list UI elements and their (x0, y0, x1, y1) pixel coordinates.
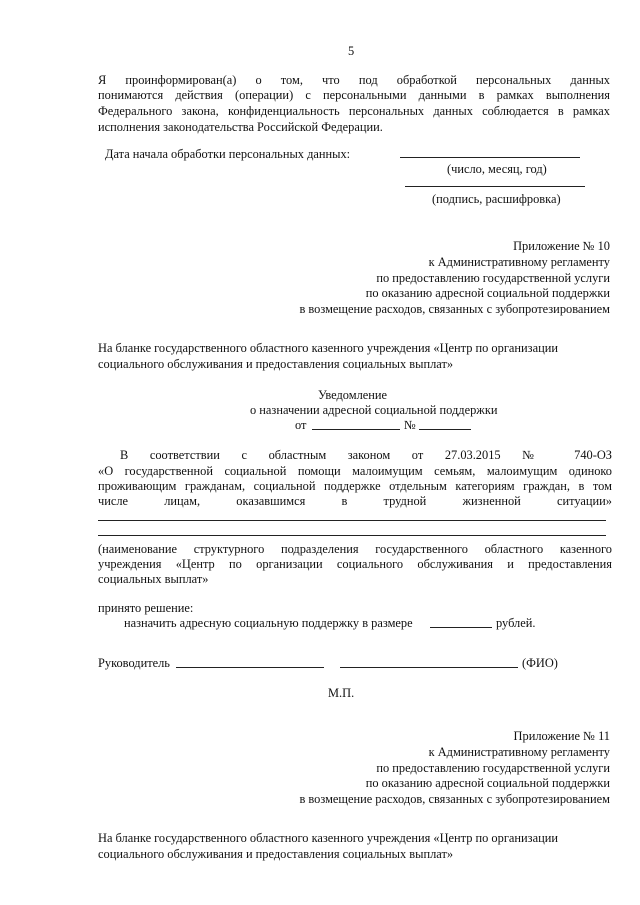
notice-number-label: № (404, 418, 416, 432)
letterhead2-line2: социального обслуживания и предоставления социальных выплат» (98, 847, 454, 861)
letterhead1-line2: социального обслуживания и предоставления социальных выплат» (98, 357, 454, 371)
notice-body-line-3: проживающим гражданам, социальной поддержке отдельным категориям граждан, в том (98, 479, 612, 493)
decision-label: принято решение: (98, 601, 194, 615)
appendix11-line2: к Административному регламенту (428, 745, 610, 759)
appendix10-line5: в возмещение расходов, связанных с зубопротезированием (299, 302, 610, 316)
signature-hint: (подпись, расшифровка) (432, 192, 561, 206)
assign-unit: рублей. (496, 616, 536, 630)
appendix11-line3: по предоставлению государственной услуги (376, 761, 610, 775)
appendix11-line5: в возмещение расходов, связанных с зубопротезированием (299, 792, 610, 806)
consent-line-4: исполнения законодательства Российской Федерации. (98, 120, 383, 134)
appendix10-line4: по оказанию адресной социальной поддержки (365, 286, 610, 300)
consent-line-1: Я проинформирован(а) о том, что под обработкой персональных данных (98, 73, 610, 87)
subdivision-hint-line-1: (наименование структурного подразделения государственного областного казенного (98, 542, 612, 556)
date-line (400, 157, 580, 158)
letterhead1-line1: На бланке государственного областного казенного учреждения «Центр по организации (98, 341, 558, 355)
blank-line-2 (98, 535, 606, 536)
date-label: Дата начала обработки персональных данных: (105, 147, 351, 161)
blank-line-1 (98, 520, 606, 521)
head-signature-line (176, 667, 324, 668)
amount-line (430, 627, 492, 628)
notice-from-label: от (295, 418, 307, 432)
notice-number-line (419, 429, 471, 430)
notice-body-line-4: числе лицам, оказавшимся в трудной жизненной ситуации» (98, 494, 612, 508)
head-label: Руководитель (98, 656, 170, 670)
assign-text: назначить адресную социальную поддержку в размере (124, 616, 413, 630)
fio-label: (ФИО) (522, 656, 558, 670)
notice-date-line (312, 429, 400, 430)
appendix10-line2: к Административному регламенту (428, 255, 610, 269)
letterhead2-line1: На бланке государственного областного казенного учреждения «Центр по организации (98, 831, 558, 845)
notice-title: Уведомление (318, 388, 388, 402)
stamp-label: М.П. (328, 686, 355, 700)
consent-line-3: Федерального закона, конфиденциальность персональных данных соблюдается в рамках (98, 104, 610, 118)
notice-body-line-1: В соответствии с областным законом от 27.03.2015 № 740-ОЗ (120, 448, 612, 462)
page-number: 5 (348, 44, 355, 58)
subdivision-hint-line-3: социальных выплат» (98, 572, 209, 586)
subdivision-hint-line-2: учреждения «Центр по организации социального обслуживания и предоставления (98, 557, 612, 571)
notice-body-line-2: «О государственной социальной помощи малоимущим семьям, малоимущим одиноко (98, 464, 612, 478)
notice-subtitle: о назначении адресной социальной поддержки (250, 403, 498, 417)
appendix10-title: Приложение № 10 (513, 239, 610, 253)
appendix10-line3: по предоставлению государственной услуги (376, 271, 610, 285)
appendix11-title: Приложение № 11 (513, 729, 610, 743)
head-name-line (340, 667, 518, 668)
consent-line-2: понимаются действия (операции) с персональными данными в рамках выполнения (98, 88, 610, 102)
date-hint: (число, месяц, год) (447, 162, 547, 176)
appendix11-line4: по оказанию адресной социальной поддержки (365, 776, 610, 790)
signature-line (405, 186, 585, 187)
